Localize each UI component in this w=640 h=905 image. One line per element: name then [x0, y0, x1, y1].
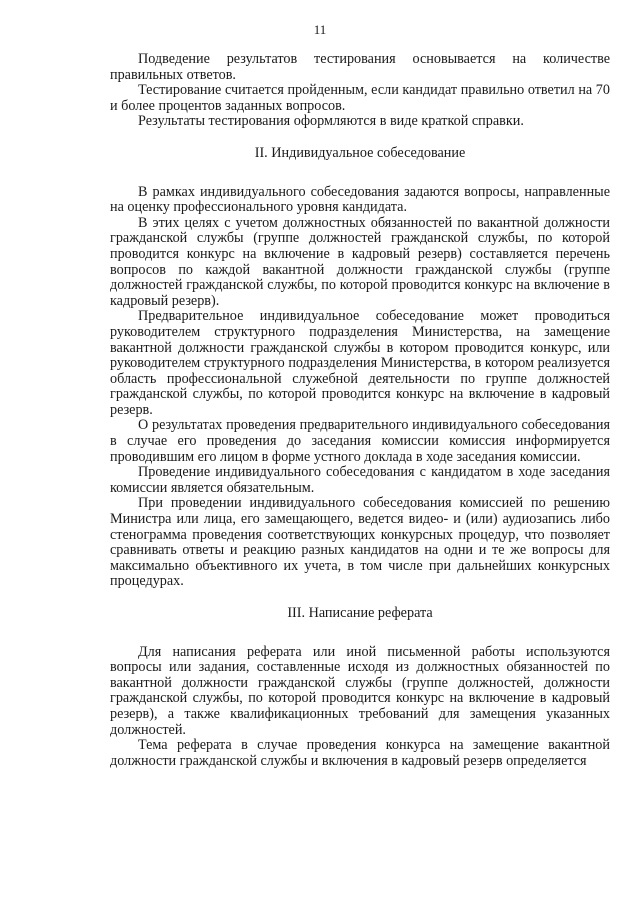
- paragraph-results-report: Результаты тестирования оформляются в виде краткой справки.: [138, 113, 524, 130]
- section-heading-interview: II. Индивидуальное собеседование: [254, 144, 466, 161]
- document-body: [110, 52, 610, 769]
- section-heading-essay: III. Написание реферата: [287, 605, 433, 621]
- paragraph-pass-criteria: Тестирование считается пройденным, если кандидат правильно ответил на 70 и более процентов заданных вопросов.: [110, 82, 610, 114]
- paragraph-essay-topic: Тема реферата в случае проведения конкурса на замещение вакантной должности гражданской службы и включения в кадровый резерв определяется: [110, 737, 610, 769]
- paragraph-essay-questions: Для написания реферата или иной письменной работы используются вопросы или задания, составленные исходя из должностных обязанностей по вакантной должности гражданской службы (группе должностей, должности гражданской службы, по которой проводится конкурс на включение в кадровый резерв), а также квалификационных требований для замещения указанных должностей.: [110, 643, 610, 738]
- paragraph-preliminary-interview: Предварительное индивидуальное собеседование может проводиться руководителем структурного подразделения Министерства, на замещение вакантной должности гражданской службы в котором проводится конкурс, или руководителем структурного подразделения Министерства, в котором реализуется область профессиональной служебной деятельности по группе должностей гражданской службы, по которой проводится конкурс на включение в кадровый резерв.: [110, 308, 610, 418]
- paragraph-interview-mandatory: Проведение индивидуального собеседования с кандидатом в ходе заседания комиссии является обязательным.: [110, 464, 610, 496]
- paragraph-recording: При проведении индивидуального собеседования комиссией по решению Министра или лица, его замещающего, ведется видео- и (или) аудиозапись либо стенограмма проведения соответствующих конкурсных процедур, что позволяет сравнивать ответы и реакцию разных кандидатов на одни и те же вопросы для максимально объективного их учета, в том числе при дальнейших конкурсных процедурах.: [110, 495, 610, 590]
- paragraph-results-basis: Подведение результатов тестирования основывается на количестве правильных ответов.: [110, 51, 610, 83]
- paragraph-interview-questions: В рамках индивидуального собеседования задаются вопросы, направленные на оценку профессионального уровня кандидата.: [110, 183, 610, 216]
- paragraph-preliminary-results: О результатах проведения предварительного индивидуального собеседования в случае его проведения до заседания комиссии комиссия информируется проводившим его лицом в форме устного доклада в ходе заседания комиссии.: [110, 417, 610, 465]
- page-number: 11: [313, 22, 327, 37]
- paragraph-questions-list: В этих целях с учетом должностных обязанностей по вакантной должности гражданской службы (группе должностей гражданской службы, по которой проводится конкурс на включение в кадровый резерв) составляется перечень вопросов по каждой вакантной должности гражданской службы (группе должностей гражданской службы, по которой проводится конкурс на включение в кадровый резерв).: [110, 214, 610, 309]
